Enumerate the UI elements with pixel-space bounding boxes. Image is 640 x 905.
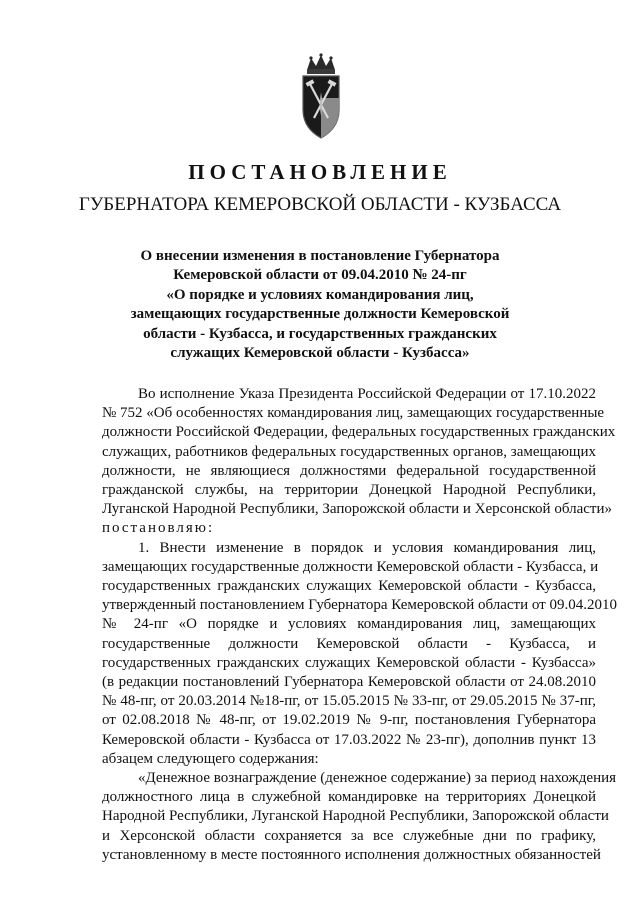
quote-line: установленному в месте постоянного исполнения должностных обязанностей	[102, 846, 601, 863]
item1-line: (в редакции постановлений Губернатора Кемеровской области от 24.08.2010	[102, 674, 596, 691]
preamble-line: № 752 «Об особенностях командирования лиц, замещающих государственные	[102, 405, 605, 422]
item1-line: 1. Внести изменение в порядок и условия командирования лиц,	[138, 539, 596, 556]
document-body	[102, 385, 617, 865]
resolve-word: постановляю:	[102, 520, 215, 537]
item1-line: государственных гражданских служащих Кемеровской области - Кузбасса»	[102, 654, 596, 671]
subject-line: О внесении изменения в постановление Губернатора	[140, 248, 500, 264]
issuer-title: ГУБЕРНАТОРА КЕМЕРОВСКОЙ ОБЛАСТИ - КУЗБАССА	[78, 194, 562, 215]
item1-line: государственных гражданских служащих Кемеровской области - Кузбасса,	[102, 578, 596, 595]
item1-line: утвержденный постановлением Губернатора Кемеровской области от 09.04.2010	[102, 597, 617, 614]
quote-line: и Херсонской области сохраняется за все служебные дни по графику,	[102, 827, 596, 844]
preamble-line: гражданской службы, на территории Донецкой Народной Республики,	[102, 482, 596, 499]
quote-line: «Денежное вознаграждение (денежное содержание) за период нахождения	[138, 770, 617, 787]
item1-line: № 48-пг, от 20.03.2014 №18-пг, от 15.05.2015 № 33-пг, от 29.05.2015 № 37-пг,	[102, 693, 596, 710]
preamble-line: Во исполнение Указа Президента Российской Федерации от 17.10.2022	[138, 386, 596, 402]
document-type-title: ПОСТАНОВЛЕНИЕ	[188, 160, 452, 184]
item1-line: от 02.08.2018 № 48-пг, от 19.02.2019 № 9-пг, постановления Губернатора	[102, 712, 596, 729]
subject-line: служащих Кемеровской области - Кузбасса»	[170, 345, 470, 362]
coat-of-arms-emblem-icon	[297, 52, 345, 148]
item1-line: № 24-пг «О порядке и условиях командирования лиц, замещающих	[102, 616, 596, 633]
quote-line: Народной Республики, Луганской Народной Республики, Запорожской области	[102, 808, 609, 825]
quote-line: должностного лица в служебной командировке на территориях Донецкой	[102, 789, 596, 806]
preamble-line: должности, не являющиеся должностями федеральной государственной	[102, 462, 596, 479]
subject-line: замещающих государственные должности Кемеровской	[130, 306, 510, 323]
preamble-line: Луганской Народной Республики, Запорожской области и Херсонской области»	[102, 501, 612, 518]
document-subject	[120, 247, 520, 363]
item1-line: Кемеровской области - Кузбасса от 17.03.2022 № 23-пг), дополнив пункт 13	[102, 731, 596, 748]
item1-line: государственные должности Кемеровской области - Кузбасса, и	[102, 635, 596, 652]
item1-line: абзацем следующего содержания:	[102, 750, 319, 767]
preamble-line: служащих, работников федеральных государственных органов, замещающих	[102, 443, 596, 460]
subject-line: Кемеровской области от 09.04.2010 № 24-пг	[173, 267, 467, 284]
subject-line: области - Кузбасса, и государственных гражданских	[143, 325, 497, 342]
preamble-line: должности Российской Федерации, федеральных государственных гражданских	[102, 424, 616, 441]
item1-line: замещающих государственные должности Кемеровской области - Кузбасса, и	[102, 558, 599, 575]
subject-line: «О порядке и условиях командирования лиц,	[166, 286, 474, 303]
